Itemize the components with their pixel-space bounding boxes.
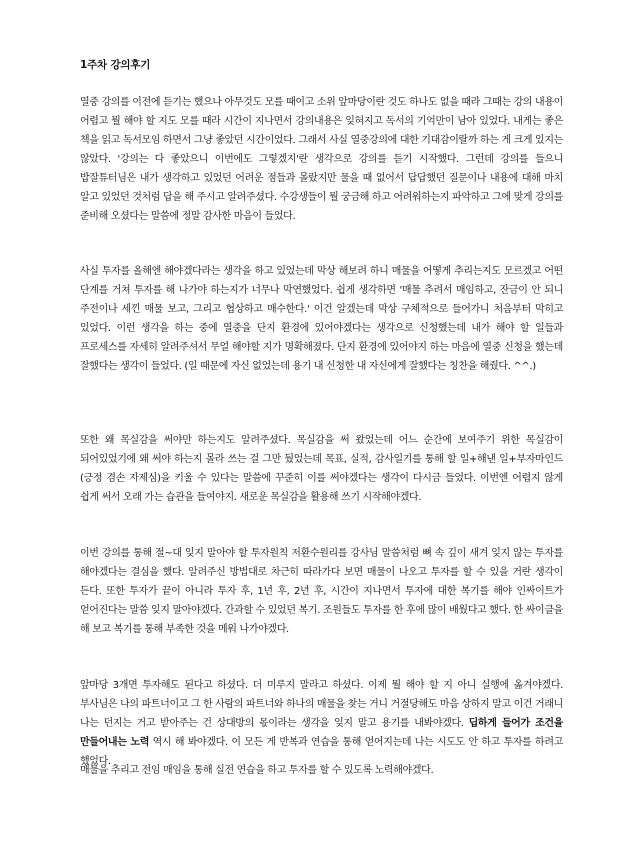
paragraph-2: 사실 투자를 올해엔 해야겠다라는 생각을 하고 있었는데 막상 해보려 하니 매물을 어떻게 추리는지도 모르겠고 어떤 단계를 거쳐 투자를 해 나가야 하는지가 너무나 막연했었다. 쉽게 생각하면 '매물 추려서 매임하고, 잔금이 안 되니 주전이나 세낀 매물 보고, 그리고 협상하고 매수한다.' 이건 알겠는데 막상 구체적으로 들어가니 처음부터 막히고 있었다. 이런 생각을 하는 중에 열중을 단지 환경에 있어야겠다는 생각으로 신청했는데 내가 해야 할 일들과 프로세스를 자세히 알려주셔서 무얼 해야할 지가 명확해졌다. 단지 환경에 있어야지 하는 마음에 열중 신청을 했는데 잘했다는 생각이 들었다. (일 때문에 자신 없었는데 용기 내 신청한 내 자신에게 잘했다는 칭찬을 해줬다. ^^.)	[80, 266, 563, 372]
paragraph-5-bold: 딥하게 들어가 조건을 만들어내는 노력	[80, 718, 563, 748]
paragraph-1: 열중 강의를 이전에 듣기는 했으나 아무것도 모를 때이고 소위 앞마당이란 것도 하나도 없을 때라 그때는 강의 내용이 어렵고 뭘 해야 할 지도 모를 때라 시간이 지나면서 강의내용은 잊혀지고 독서의 기억만이 남아 있었다. 내게는 좋은 책을 읽고 독서모임 하면서 그냥 좋았던 시간이었다. 그래서 사실 열중강의에 대한 기대감이랄까 하는 게 크게 있지는 않았다. '강의는 다 좋았으니 이번에도 그렇겠지'란 생각으로 강의를 듣기 시작했다. 그런데 강의를 들으니 밥잘튜터님은 내가 생각하고 있었던 어려운 점들과 몰랐지만 물을 때 없어서 답답했던 질문이나 내용에 대해 마치 알고 있었던 것처럼 답을 해 주시고 알려주셨다. 수강생들이 뭘 궁금해 하고 어려워하는지 파악하고 그에 맞게 강의를 준비해 오셨다는 말씀에 정말 감사한 마음이 들었다.	[80, 97, 563, 222]
paragraph-5-text-a: 앞마당 3개면 투자해도 된다고 하셨다. 더 미루지 말라고 하셨다. 이제 뭘 해야 할 지 아니 실행에 옮겨야겠다. 부사님은 나의 파트너이고 그 한 사람의 파트너와 하나의 매물을 찾는 거니 거절당해도 마음 상하지 말고 이건 거래니 나는 던지는 거고 받아주는 건 상대방의 몫이라는 생각을 잊지 말고 용기를 내봐야겠다.	[80, 680, 563, 729]
paragraph-5	[80, 676, 563, 771]
paragraph-4: 이번 강의를 통해 절~대 잊지 말아야 할 투자원칙 저환수원리를 강사님 말씀처럼 뼈 속 깊이 새겨 잊지 않는 투자를 해야겠다는 결심을 했다. 알려주신 방법대로 차근히 따라가다 보면 매물이 나오고 투자를 할 수 있을 거란 생각이 든다. 또한 투자가 끝이 아니라 투자 후, 1년 후, 2년 후, 시간이 지나면서 투자에 대한 복기를 해야 인싸이트가 얻어진다는 말씀 잊지 말아야겠다. 간과할 수 있었던 복기. 조원들도 투자를 한 후에 많이 배웠다고 했다. 한 싸이클을 해 보고 복기를 통해 부족한 것을 메워 나가야겠다.	[80, 548, 563, 635]
paragraph-3: 또한 왜 목실감을 써야만 하는지도 알려주셨다. 목실감을 써 왔었는데 어느 순간에 보여주기 위한 목실감이 되어있었기에 왜 써야 하는지 몰라 쓰는 걸 그만 뒀었는데 목표, 실적, 감사일기를 통해 할 일+해낸 일+부자마인드(긍정 겸손 자제심)을 키울 수 있다는 말씀에 꾸준히 이를 써야겠다는 생각이 다시금 들었다. 이번엔 어렵지 않게 쉽게 써서 오래 가는 습관을 들여야지. 새로운 목실감을 활용해 쓰기 시작해야겠다.	[80, 435, 563, 503]
page-title: 1주차 강의후기	[80, 59, 151, 71]
paragraph-6: 매물을 추리고 전임 매임을 통해 실전 연습을 하고 투자를 할 수 있도록 노력해야겠다.	[80, 765, 434, 776]
paragraph-5-text-b: 역시 해 봐야겠다. 이 모든 게 반복과 연습을 통해 얻어지는데 나는 시도도 안 하고 투자를 하려고 했었다.	[80, 737, 563, 767]
